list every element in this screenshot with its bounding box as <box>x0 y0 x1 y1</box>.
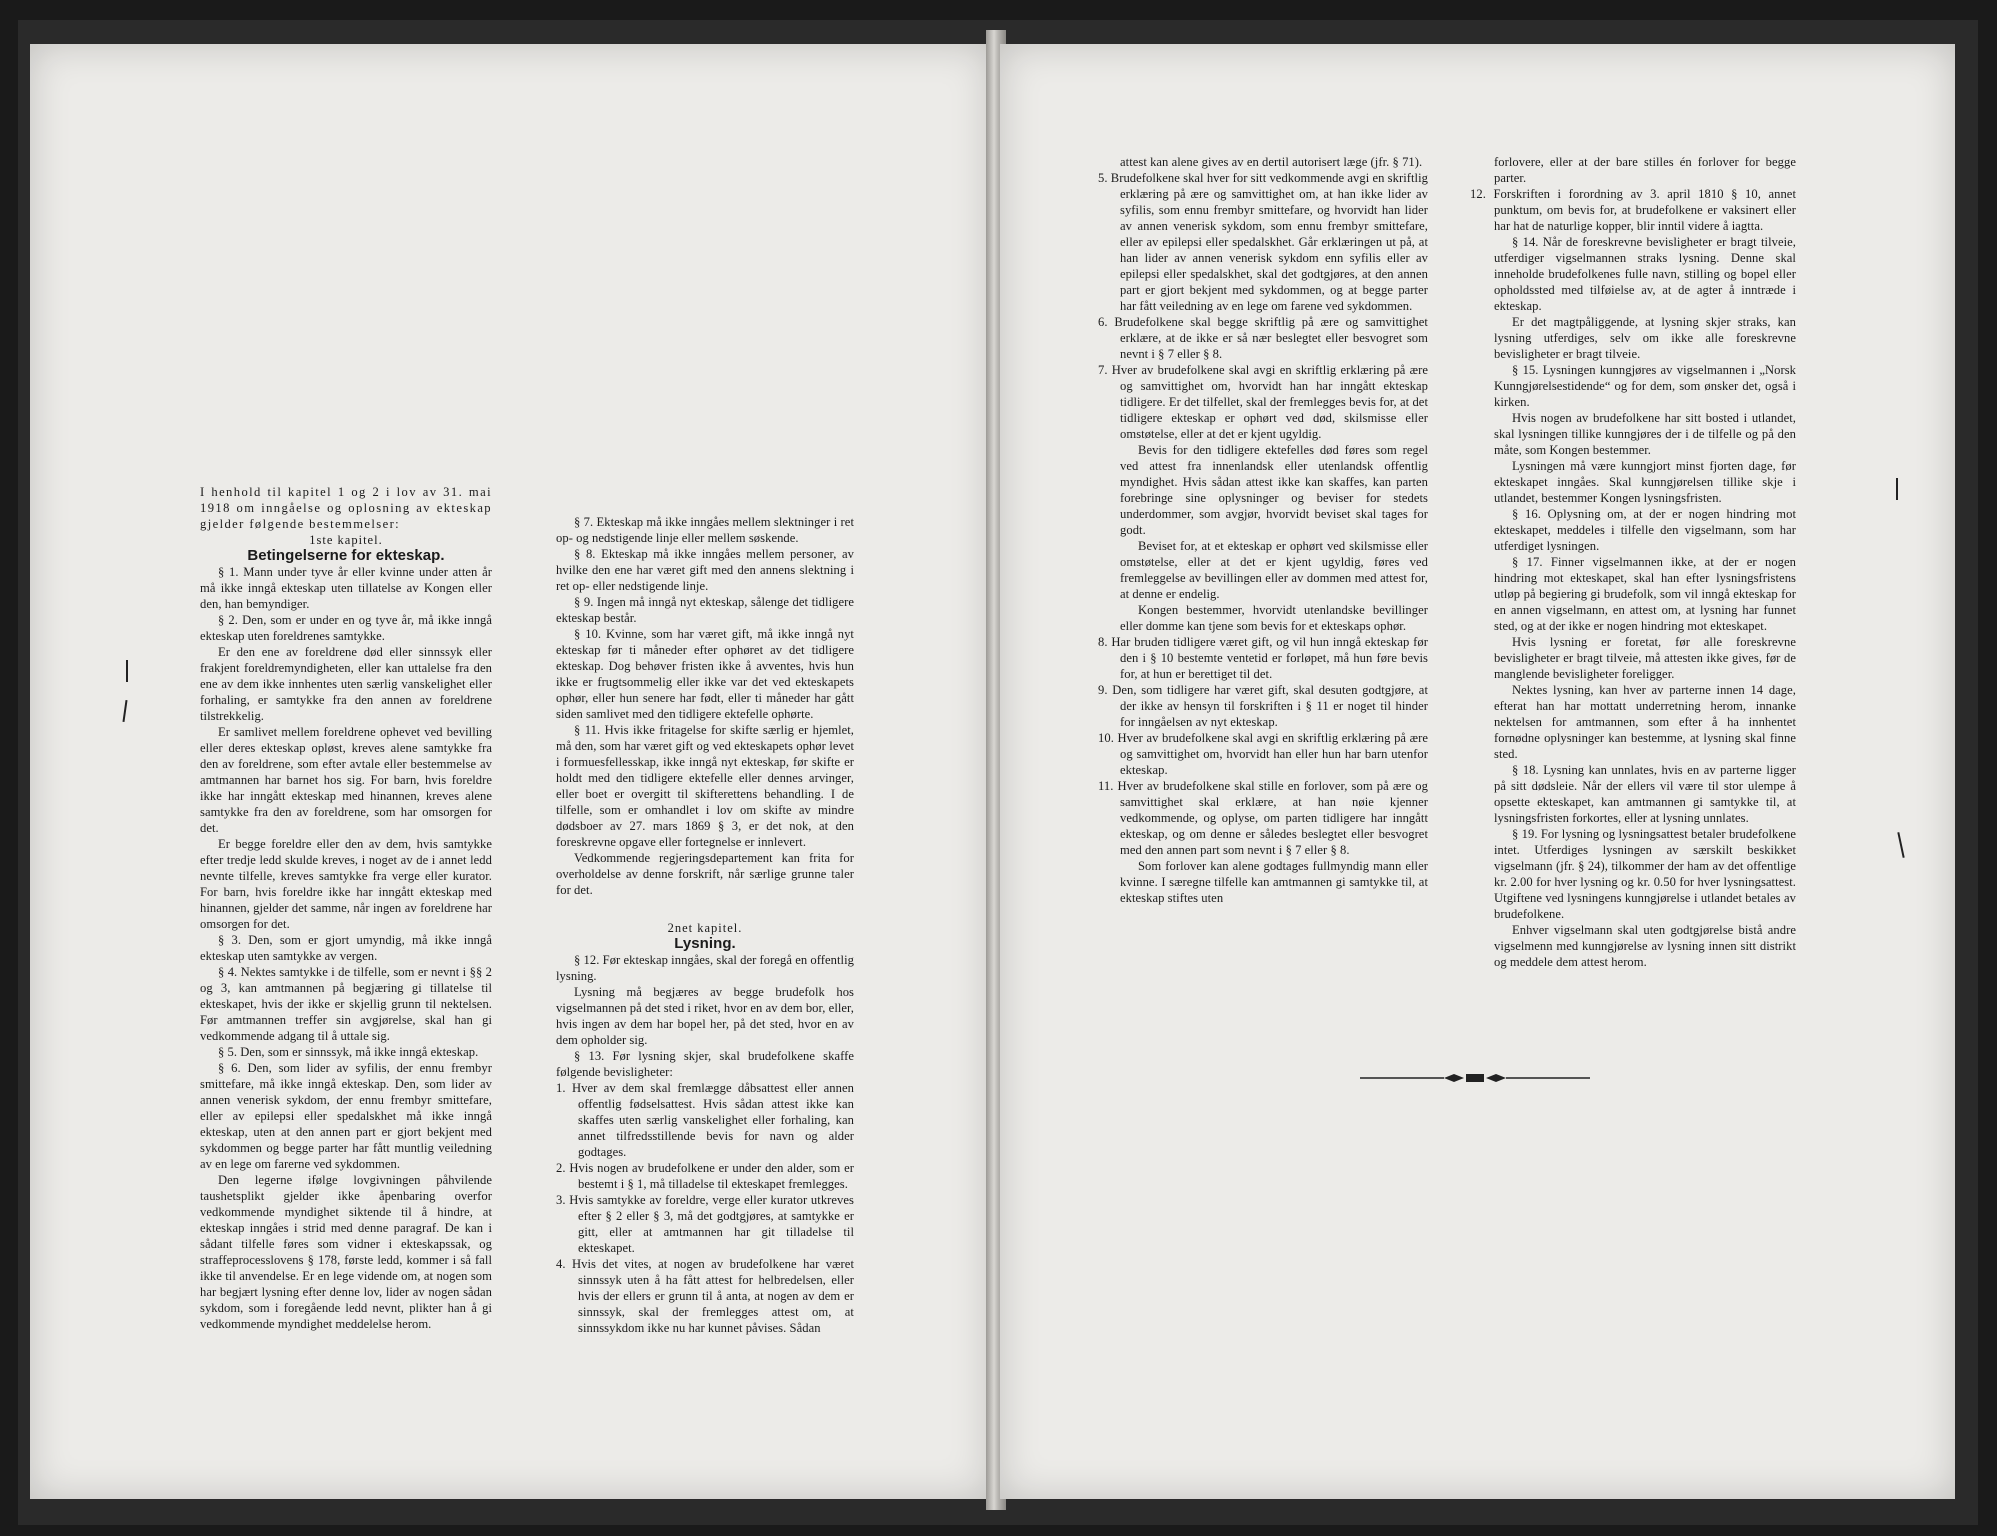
paragraph: Er begge foreldre eller den av dem, hvis samtykke efter tredje ledd skulde kreves, i noget av de i annet ledd nevnte tilfelle, kreves samtykke fra verge eller kurator. For barn, hvis foreldre ikke har inngått ekteskap med hinannen, gjelder det samme, når ingen av foreldrene har omsorgen for det. <box>200 837 492 931</box>
paragraph: § 8. Ekteskap må ikke inngåes mellem personer, av hvilke den ene har været gift med den annens slektning i ret op- eller nedstigende linje. <box>556 547 854 593</box>
list-item: 5. Brudefolkene skal hver for sitt vedkommende avgi en skriftlig erklæring på ære og samvittighet om, at han ikke lider av syfilis, som ennu frembyr smittefare, og hvorvidt han lider av annen venerisk sykdom, som ennu frembyr smittefare, eller av epilepsi eller spedalskhet. Går erklæringen ut på, at han lider av annen venerisk sykdom enn syfilis eller av epilepsi eller spedalskhet, skal det godtgjøres, at den annen part er gjort bekjent med sykdommen, og at begge parter har fått veiledning av en lege om farene ved sykdommen. <box>1098 171 1428 313</box>
paragraph: § 15. Lysningen kunngjøres av vigselmannen i „Norsk Kunngjørelsestidende“ og for dem, som ønsker det, også i kirken. <box>1494 363 1796 409</box>
paragraph: Vedkommende regjeringsdepartement kan frita for overholdelse av denne forskrift, når særlige grunne taler for det. <box>556 851 854 897</box>
margin-pencil-mark <box>122 700 127 722</box>
paragraph: Kongen bestemmer, hvorvidt utenlandske bevillinger eller domme kan tjene som bevis for et ekteskaps ophør. <box>1120 603 1428 633</box>
paragraph: § 6. Den, som lider av syfilis, der ennu frembyr smittefare, må ikke inngå ekteskap. Den, som lider av annen venerisk sykdom, der ennu frembyr smittefare, eller av epilepsi eller spedalskhet må ikke inngå ekteskap, uten at den annen part er gjort bekjent med sykdommen og begge parter har fått muntlig veiledning av en lege om farerne ved sykdommen. <box>200 1061 492 1171</box>
paragraph: Nektes lysning, kan hver av parterne innen 14 dage, efterat han har mottatt underretning herom, innanke nektelsen for amtmannen, som efter å ha innhentet fornødne oplysninger kan bestemme, at lysning skal finne sted. <box>1494 683 1796 761</box>
paragraph: Enhver vigselmann skal uten godtgjørelse bistå andre vigselmenn med kunngjørelse av lysning innen sitt distrikt og meddele dem attest herom. <box>1494 923 1796 969</box>
paragraph: § 18. Lysning kan unnlates, hvis en av parterne ligger på sitt dødsleie. Når der ellers vil være til stor ulempe å opsette ekteskapet, kan amtmannen gi samtykke til, at lysningsfristen forkortes, eller at lysning unnlates. <box>1494 763 1796 825</box>
right-page-column-1 <box>1098 154 1428 906</box>
paragraph: § 12. Før ekteskap inngåes, skal der foregå en offentlig lysning. <box>556 953 854 983</box>
paragraph: § 10. Kvinne, som har været gift, må ikke inngå nyt ekteskap før ti måneder efter ophøret av det tidligere ekteskap. Dog behøver fristen ikke å avventes, hvis hun ikke er frugtsommelig eller ikke var det ved ekteskapets ophør, eller hun senere har født, eller ti måneder har gått siden samlivet med den tidligere ektefelle ophørte. <box>556 627 854 721</box>
list-item: 2. Hvis nogen av brudefolkene er under den alder, som er bestemt i § 1, må tilladelse til ekteskapet fremlegges. <box>556 1161 854 1191</box>
chapter-1-label: 1ste kapitel. <box>309 533 383 547</box>
list-item: 11. Hver av brudefolkene skal stille en forlover, som på ære og samvittighet skal erklære, at han nøie kjenner vedkommende, og oplyse, om parten tidligere har inngått ekteskap, og om denne er således beslegtet eller besvogret med den annen part som nevnt i § 7 eller § 8. <box>1098 779 1428 857</box>
paragraph: Hvis lysning er foretat, før alle foreskrevne bevisligheter er bragt tilveie, må attesten ikke gives, før de manglende bevisligheter foreligger. <box>1494 635 1796 681</box>
paragraph: Er det magtpåliggende, at lysning skjer straks, kan lysning utferdiges, selv om ikke alle foreskrevne bevisligheter er bragt tilveie. <box>1494 315 1796 361</box>
paragraph: attest kan alene gives av en dertil autorisert læge (jfr. § 71). <box>1120 155 1423 169</box>
paragraph: § 3. Den, som er gjort umyndig, må ikke inngå ekteskap uten samtykke av vergen. <box>200 933 492 963</box>
paragraph: Som forlover kan alene godtages fullmyndig mann eller kvinne. I særegne tilfelle kan amtmannen gi samtykke til, at ekteskap stiftes uten <box>1120 859 1428 905</box>
end-ornament <box>1360 1072 1590 1084</box>
chapter-1-title: Betingelserne for ekteskap. <box>247 547 445 564</box>
left-page-column-2 <box>556 514 854 1336</box>
paragraph: § 11. Hvis ikke fritagelse for skifte særlig er hjemlet, må den, som har været gift og ved ekteskapets ophør levet i formuesfellesskap, ikke inngå nyt ekteskap, før skifte er holdt med den tidligere ektefelle eller dennes arvinger, eller boet er overgitt til skifterettens behandling. I de tilfelle, som er omhandlet i lov om skifte av mindre dødsboer av 27. mars 1869 § 3, er det nok, at den foreskrevne opgave eller fortegnelse er innlevert. <box>556 723 854 849</box>
paragraph: § 5. Den, som er sinnssyk, må ikke inngå ekteskap. <box>218 1045 479 1059</box>
paragraph: Lysning må begjæres av begge brudefolk hos vigselmannen på det sted i riket, hvor en av dem bor, eller, hvis ingen av dem har bopel her, på det sted, hvor en av dem opholder sig. <box>556 985 854 1047</box>
paragraph: § 13. Før lysning skjer, skal brudefolkene skaffe følgende bevisligheter: <box>556 1049 854 1079</box>
paragraph: Hvis nogen av brudefolkene har sitt bosted i utlandet, skal lysningen tillike kunngjøres der i de tilfelle og på den måte, som Kongen bestemmer. <box>1494 411 1796 457</box>
paragraph: § 9. Ingen må inngå nyt ekteskap, sålenge det tidligere ekteskap består. <box>556 595 854 625</box>
paragraph: Beviset for, at et ekteskap er ophørt ved skilsmisse eller omstøtelse, eller at det er kjent ugyldig, føres ved fremleggelse av bevillingen eller av dommen med attest for, at denne er endelig. <box>1120 539 1428 601</box>
chapter-2-label: 2net kapitel. <box>667 921 743 935</box>
list-item: 6. Brudefolkene skal begge skriftlig på ære og samvittighet erklære, at de ikke er så nær beslegtet eller besvogret som nevnt i § 7 eller § 8. <box>1098 315 1428 361</box>
left-page <box>30 44 990 1499</box>
right-page-column-2 <box>1470 154 1796 970</box>
paragraph: Bevis for den tidligere ektefelles død føres som regel ved attest fra innenlandsk eller utenlandsk offentlig myndighet. Hvis sådan attest ikke kan skaffes, kan parten forebringe sine oplysninger og beviser for stedets underdommer, som avgjør, hvorvidt beviset skal tages for godt. <box>1120 443 1428 537</box>
list-item: 1. Hver av dem skal fremlægge dåbsattest eller annen offentlig fødselsattest. Hvis sådan attest ikke kan skaffes uten særlig vanskelighet eller forhaling, kan annet tilfredsstillende bevis for navn og alder godtages. <box>556 1081 854 1159</box>
margin-pencil-mark <box>1896 478 1898 500</box>
paragraph: § 4. Nektes samtykke i de tilfelle, som er nevnt i §§ 2 og 3, kan amtmannen på begjæring gi tillatelse til ekteskapet, hvis der ikke er skjellig grunn til nektelsen. Før amtmannen treffer sin avgjørelse, skal han gi vedkommende adgang til å uttale sig. <box>200 965 492 1043</box>
list-item: 10. Hver av brudefolkene skal avgi en skriftlig erklæring på ære og samvittighet om, hvorvidt han eller hun har barn utenfor ekteskap. <box>1098 731 1428 777</box>
list-item: 7. Hver av brudefolkene skal avgi en skriftlig erklæring på ære og samvittighet om, hvorvidt han har inngått ekteskap tidligere. Er det tilfellet, skal der fremlegges bevis for, at det tidligere ekteskap er ophørt ved død, skilsmisse eller omstøtelse, eller at det er kjent ugyldig. <box>1098 363 1428 441</box>
paragraph: § 14. Når de foreskrevne bevisligheter er bragt tilveie, utferdiger vigselmannen straks lysning. Denne skal inneholde brudefolkenes fulle navn, stilling og bopel eller opholdssted med tilføielse av, at de agter å inntræde i ekteskap. <box>1494 235 1796 313</box>
list-item: 12. Forskriften i forordning av 3. april 1810 § 10, annet punktum, om bevis for, at brudefolkene er vaksinert eller har hat de naturlige kopper, blir inntil videre å iagtta. <box>1470 187 1796 233</box>
paragraph: § 1. Mann under tyve år eller kvinne under atten år må ikke inngå ekteskap uten tillatelse av Kongen eller den, han bemyndiger. <box>200 565 492 611</box>
intro-paragraph: I henhold til kapitel 1 og 2 i lov av 31. mai 1918 om inngåelse og oplosning av ekteskap gjelder følgende bestemmelser: <box>200 485 492 531</box>
paragraph: Er samlivet mellem foreldrene ophevet ved bevilling eller deres ekteskap opløst, kreves alene samtykke fra den av foreldrene, som efter avtale eller bestemmelse av amtmannen har barnet hos sig. For barn, hvis foreldre ikke har inngått ekteskap med hinannen, kreves alene samtykke fra den av foreldrene, som har omsorgen for det. <box>200 725 492 835</box>
book-spread <box>18 20 1978 1525</box>
paragraph: Den legerne ifølge lovgivningen påhvilende taushetsplikt gjelder ikke åpenbaring overfor vedkommende myndighet siktende til å hindre, at ekteskap inngåes i strid med denne paragraf. De kan i sådant tilfelle føres som vidner i ekteskapssak, og straffeprocesslovens § 178, første ledd, kommer i så fall ikke til anvendelse. Er en lege vidende om, at nogen som har begjært lysning efter denne lov, lider av nogen sådan sykdom, som i foregående ledd nevnt, plikter han å gi vedkommende myndighet meddelelse herom. <box>200 1173 492 1331</box>
left-page-column-1 <box>200 484 492 1332</box>
margin-pencil-mark <box>1897 832 1904 858</box>
list-item: 8. Har bruden tidligere været gift, og vil hun inngå ekteskap før den i § 10 bestemte ventetid er forløpet, må hun føre bevis for, at hun er berettiget til det. <box>1098 635 1428 681</box>
paragraph: § 16. Oplysning om, at der er nogen hindring mot ekteskapet, meddeles i tilfelle den vigselmann, som har utferdiget lysningen. <box>1494 507 1796 553</box>
paragraph: § 19. For lysning og lysningsattest betaler brudefolkene intet. Utferdiges lysningen av særskilt beskikket vigselmann (jfr. § 24), tilkommer der ham av det offentlige kr. 2.00 for hver lysning og kr. 0.50 for hver lysningsattest. Utgiftene ved lysningens kunngjørelse i utlandet betales av brudefolkene. <box>1494 827 1796 921</box>
paragraph: § 17. Finner vigselmannen ikke, at der er nogen hindring mot ekteskapet, skal han efter lysningsfristens utløp på begiering gi brudefolk, som vil inngå ekteskap for en annen vigselmann, en attest om, at lysning har funnet sted, og at der ikke er nogen hindring mot ekteskapet. <box>1494 555 1796 633</box>
paragraph: Er den ene av foreldrene død eller sinnssyk eller frakjent foreldremyndigheten, eller kan uttalelse fra den ene av dem ikke innhentes uten særlig vanskelighet eller forhaling, er samtykke fra den annen av foreldrene tilstrekkelig. <box>200 645 492 723</box>
list-item: 3. Hvis samtykke av foreldre, verge eller kurator utkreves efter § 2 eller § 3, må det godtgjøres, at samtykke er gitt, eller at amtmannen har git tilladelse til ekteskapet. <box>556 1193 854 1255</box>
margin-pencil-mark <box>126 660 128 682</box>
paragraph: Lysningen må være kunngjort minst fjorten dage, før ekteskapet inngåes. Skal kunngjørelsen tillike skje i utlandet, bestemmer Kongen lysningsfristen. <box>1494 459 1796 505</box>
list-item: 9. Den, som tidligere har været gift, skal desuten godtgjøre, at der ikke av hensyn til forskriften i § 11 er noget til hinder for inngåelsen av nyt ekteskap. <box>1098 683 1428 729</box>
paragraph: § 7. Ekteskap må ikke inngåes mellem slektninger i ret op- og nedstigende linje eller mellem søskende. <box>556 515 854 545</box>
right-page <box>1000 44 1955 1499</box>
paragraph: forlovere, eller at der bare stilles én forlover for begge parter. <box>1494 155 1796 185</box>
chapter-2-title: Lysning. <box>674 935 736 952</box>
paragraph: § 2. Den, som er under en og tyve år, må ikke inngå ekteskap uten foreldrenes samtykke. <box>200 613 492 643</box>
list-item: 4. Hvis det vites, at nogen av brudefolkene har været sinnssyk uten å ha fått attest for helbredelsen, eller hvis der ellers er grunn til å anta, at nogen av dem er sinnssyk, skal der fremlegges attest om, at sinnssykdom ikke nu har kunnet påvises. Sådan <box>556 1257 854 1335</box>
